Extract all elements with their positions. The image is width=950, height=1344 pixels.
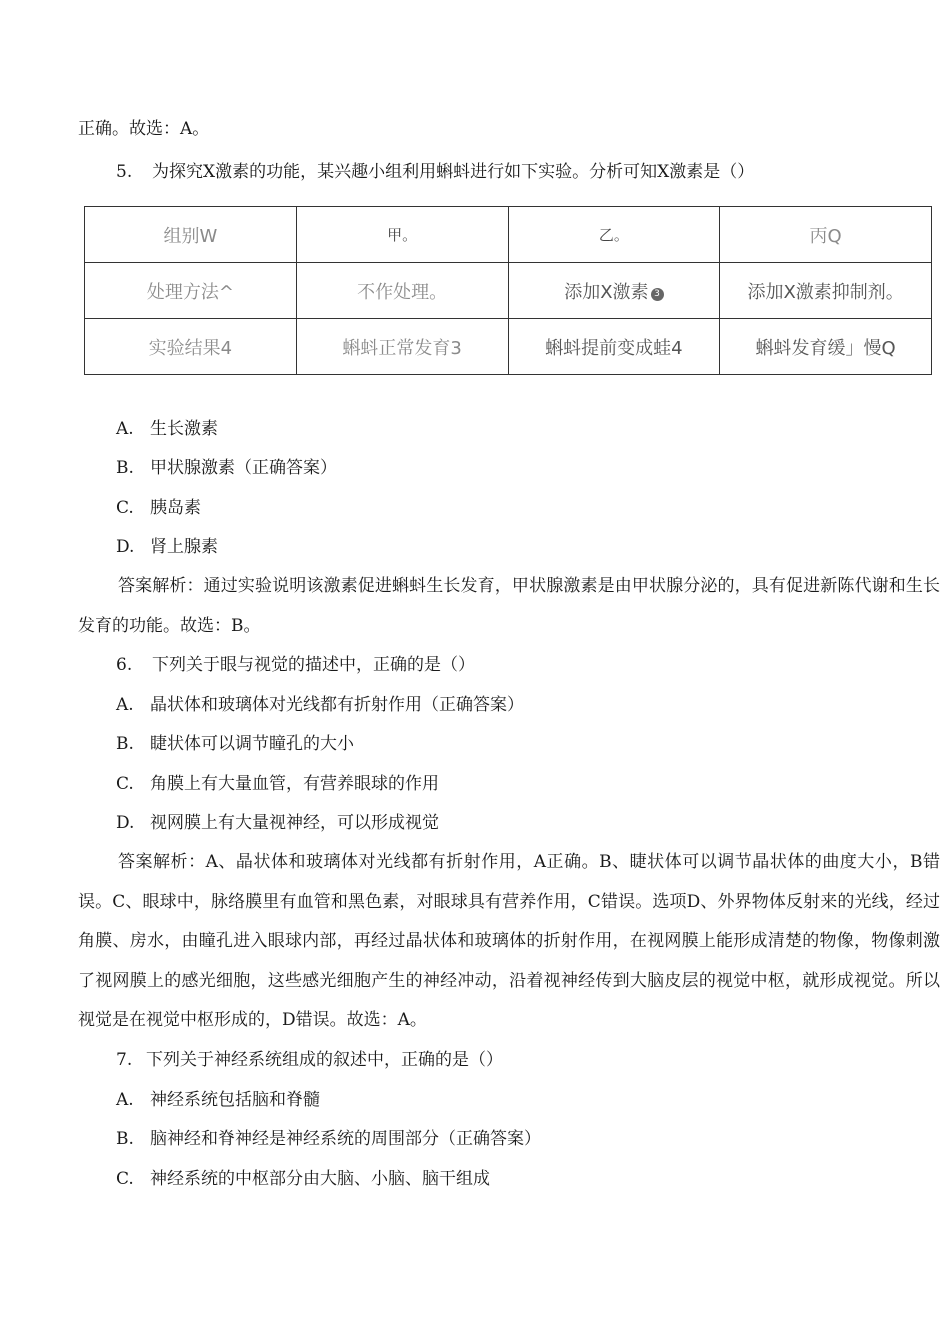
question-6-option-c[interactable] bbox=[116, 773, 439, 795]
experiment-table bbox=[84, 206, 932, 375]
option-letter: A. bbox=[116, 419, 134, 439]
option-letter: C. bbox=[116, 498, 134, 518]
question-5-analysis: 答案解析：通过实验说明该激素促进蝌蚪生长发育，甲状腺激素是由甲状腺分泌的，具有促进新陈代谢和生长发育的功能。故选：B。 bbox=[78, 576, 940, 636]
circled-number-mark: 3 bbox=[651, 288, 664, 301]
option-text: 生长激素 bbox=[150, 419, 218, 439]
question-6-option-d[interactable] bbox=[116, 812, 439, 834]
option-letter: A. bbox=[116, 1090, 134, 1110]
table-cell: 组别W bbox=[85, 207, 297, 263]
option-letter: A. bbox=[116, 695, 134, 715]
option-text: 睫状体可以调节瞳孔的大小 bbox=[150, 734, 354, 754]
question-6-stem bbox=[116, 654, 475, 676]
question-number: 7. bbox=[116, 1050, 133, 1070]
option-letter: B. bbox=[116, 458, 134, 478]
table-cell: 甲。 bbox=[296, 207, 508, 263]
question-text: 下列关于神经系统组成的叙述中，正确的是（） bbox=[146, 1050, 503, 1070]
option-text: 神经系统包括脑和脊髓 bbox=[150, 1090, 320, 1110]
question-7-option-a[interactable] bbox=[116, 1089, 320, 1111]
option-letter: C. bbox=[116, 1169, 134, 1189]
question-5-stem bbox=[116, 161, 754, 183]
table-cell bbox=[508, 263, 720, 319]
option-text: 脑神经和脊神经是神经系统的周围部分（正确答案） bbox=[150, 1129, 541, 1149]
table-cell: 丙Q bbox=[720, 207, 932, 263]
table-cell: 蝌蚪提前变成蛙4 bbox=[508, 319, 720, 375]
table-cell: 实验结果4 bbox=[85, 319, 297, 375]
option-letter: C. bbox=[116, 774, 134, 794]
table-cell: 蝌蚪发育缓」慢Q bbox=[720, 319, 932, 375]
table-cell: 乙。 bbox=[508, 207, 720, 263]
question-number: 6. bbox=[116, 655, 133, 675]
table-row-result bbox=[85, 319, 932, 375]
table-cell: 不作处理。 bbox=[296, 263, 508, 319]
table-cell: 添加X激素抑制剂。 bbox=[720, 263, 932, 319]
option-text: 神经系统的中枢部分由大脑、小脑、脑干组成 bbox=[150, 1169, 490, 1189]
previous-answer-ending: 正确。故选：A。 bbox=[78, 119, 210, 139]
table-row-header bbox=[85, 207, 932, 263]
option-text: 角膜上有大量血管，有营养眼球的作用 bbox=[150, 774, 439, 794]
table-row-treatment bbox=[85, 263, 932, 319]
question-7-option-c[interactable] bbox=[116, 1168, 490, 1190]
option-letter: D. bbox=[116, 813, 135, 833]
question-text: 下列关于眼与视觉的描述中，正确的是（） bbox=[152, 655, 475, 675]
question-7-option-b[interactable] bbox=[116, 1128, 541, 1150]
question-6-analysis: 答案解析：A、晶状体和玻璃体对光线都有折射作用，A正确。B、睫状体可以调节晶状体的曲度大小，B错误。C、眼球中，脉络膜里有血管和黑色素，对眼球具有营养作用，C错误。选项D、外界物体反射来的光线，经过角膜、房水，由瞳孔进入眼球内部，再经过晶状体和玻璃体的折射作用，在视网膜上能形成清楚的物像，物像刺激了视网膜上的感光细胞，这些感光细胞产生的神经冲动，沿着视神经传到大脑皮层的视觉中枢，就形成视觉。所以视觉是在视觉中枢形成的，D错误。故选：A。 bbox=[78, 852, 940, 1031]
option-letter: B. bbox=[116, 1129, 134, 1149]
option-text: 甲状腺激素（正确答案） bbox=[150, 458, 337, 478]
option-text: 胰岛素 bbox=[150, 498, 201, 518]
question-text: 为探究X激素的功能，某兴趣小组利用蝌蚪进行如下实验。分析可知X激素是（） bbox=[152, 162, 755, 182]
question-7-stem bbox=[116, 1049, 503, 1071]
cell-text: 添加X激素 bbox=[564, 281, 649, 303]
question-6-option-a[interactable] bbox=[116, 694, 524, 716]
option-letter: D. bbox=[116, 537, 135, 557]
question-6-option-b[interactable] bbox=[116, 733, 354, 755]
option-letter: B. bbox=[116, 734, 134, 754]
table-cell: 蝌蚪正常发育3 bbox=[296, 319, 508, 375]
question-5-option-a[interactable] bbox=[116, 418, 218, 440]
option-text: 肾上腺素 bbox=[150, 537, 218, 557]
table-cell: 处理方法^ bbox=[85, 263, 297, 319]
question-number: 5. bbox=[116, 162, 133, 182]
option-text: 视网膜上有大量视神经，可以形成视觉 bbox=[150, 813, 439, 833]
option-text: 晶状体和玻璃体对光线都有折射作用（正确答案） bbox=[150, 695, 524, 715]
question-5-option-c[interactable] bbox=[116, 497, 201, 519]
question-5-option-d[interactable] bbox=[116, 536, 218, 558]
question-5-option-b[interactable] bbox=[116, 457, 337, 479]
